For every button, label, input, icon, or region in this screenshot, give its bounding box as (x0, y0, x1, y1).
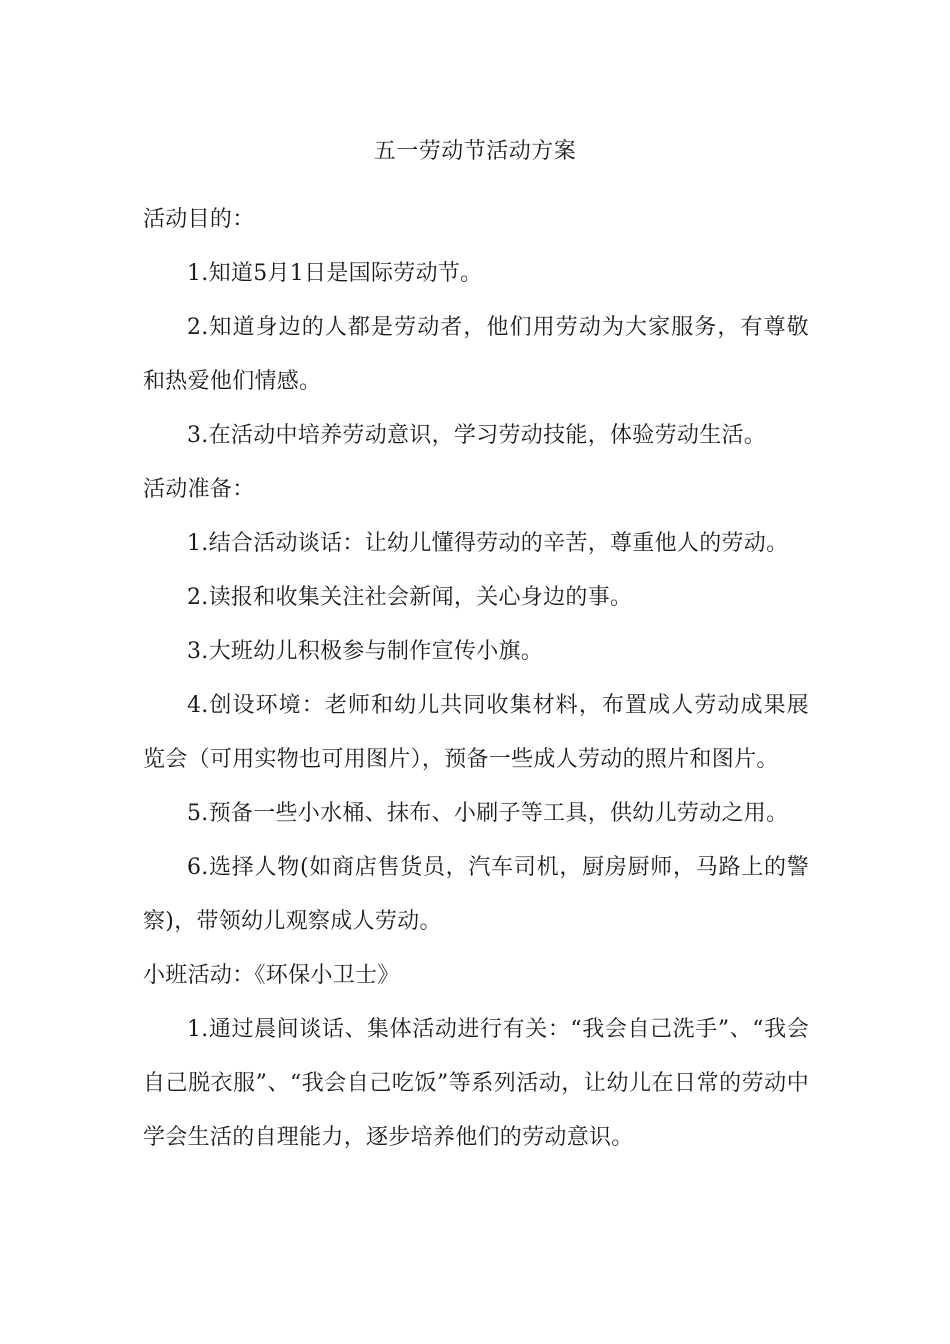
purpose-item-3: 3.在活动中培养劳动意识，学习劳动技能，体验劳动生活。 (187, 423, 767, 448)
preparation-item-4: 4.创设环境：老师和幼儿共同收集材料，布置成人劳动成果展览会（可用实物也可用图片），预备一些成人劳动的照片和图片。 (143, 693, 809, 772)
document-title: 五一劳动节活动方案 (373, 139, 577, 164)
preparation-item-6: 6.选择人物(如商店售货员，汽车司机，厨房厨师，马路上的警察)，带领幼儿观察成人劳动。 (143, 855, 809, 934)
preparation-item-5: 5.预备一些小水桶、抹布、小刷子等工具，供幼儿劳动之用。 (187, 801, 789, 826)
preparation-item-1: 1.结合活动谈话：让幼儿懂得劳动的辛苦，尊重他人的劳动。 (187, 531, 789, 556)
preparation-item-2: 2.读报和收集关注社会新闻，关心身边的事。 (187, 585, 633, 610)
section-heading-purpose: 活动目的： (143, 207, 255, 232)
purpose-item-2: 2.知道身边的人都是劳动者，他们用劳动为大家服务，有尊敬和热爱他们情感。 (143, 315, 809, 394)
document-body (143, 193, 809, 1165)
preparation-item-3: 3.大班幼儿积极参与制作宣传小旗。 (187, 639, 544, 664)
purpose-item-1: 1.知道5月1日是国际劳动节。 (187, 261, 483, 286)
small-class-item-1: 1.通过晨间谈话、集体活动进行有关：“我会自己洗手”、“我会自己脱衣服”、“我会自己吃饭”等系列活动，让幼儿在日常的劳动中学会生活的自理能力，逐步培养他们的劳动意识。 (143, 1017, 809, 1150)
section-heading-preparation: 活动准备： (143, 477, 255, 502)
section-heading-small-class: 小班活动：《环保小卫士》 (143, 963, 400, 988)
